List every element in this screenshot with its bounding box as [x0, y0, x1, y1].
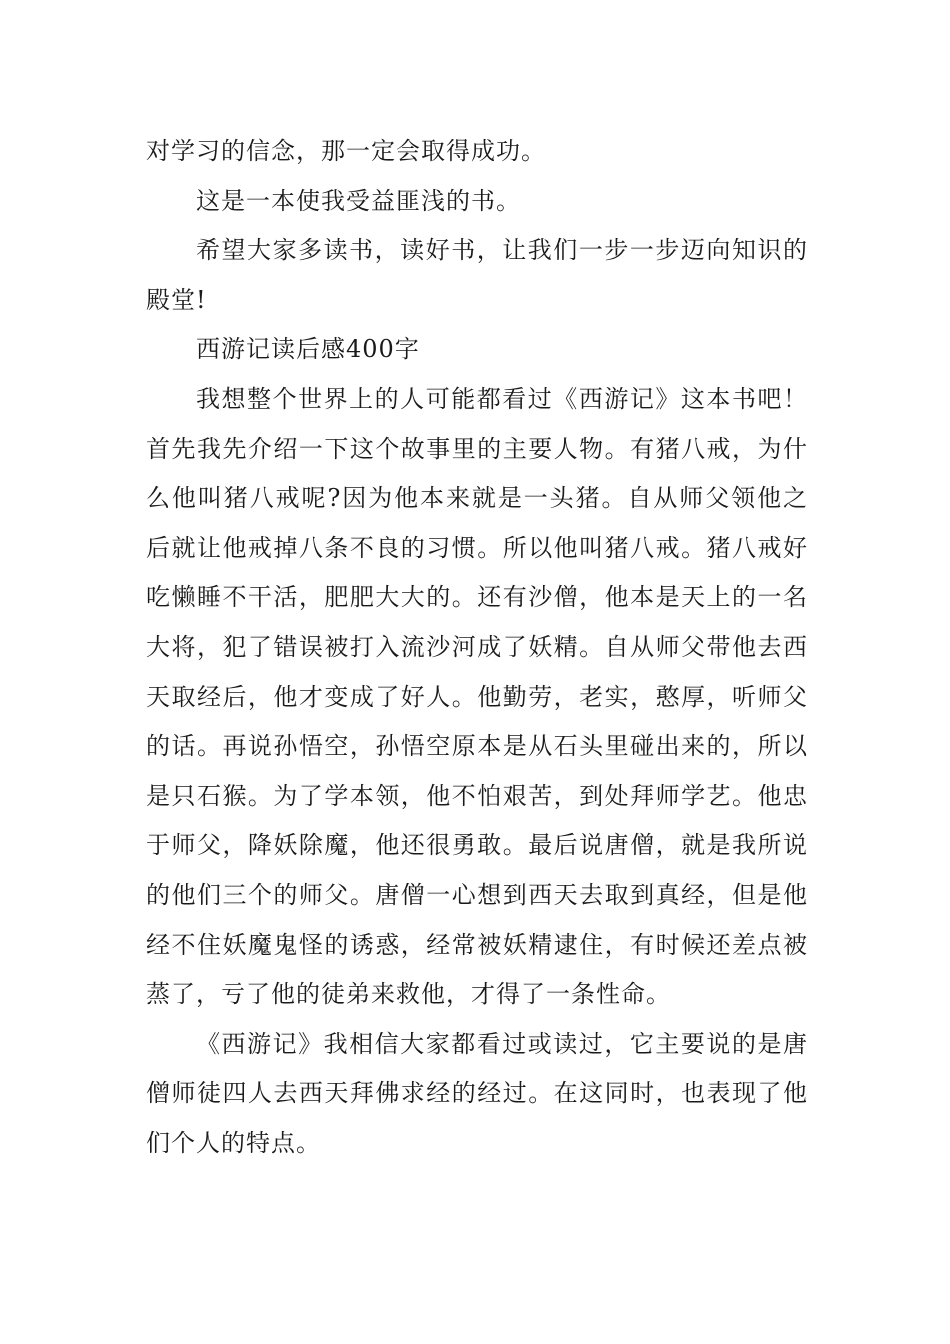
paragraph-benefit: 这是一本使我受益匪浅的书。: [196, 186, 521, 215]
essay-title: 西游记读后感400字: [196, 335, 420, 364]
paragraph-summary: 《西游记》我相信大家都看过或读过，它主要说的是唐僧师徒四人去西天拜佛求经的经过。在这同时，也表现了他们个人的特点。: [146, 1029, 808, 1157]
document-body: [146, 127, 808, 1168]
paragraph-hope: 希望大家多读书，读好书，让我们一步一步迈向知识的殿堂!: [146, 236, 808, 314]
paragraph-characters: 我想整个世界上的人可能都看过《西游记》这本书吧！首先我先介绍一下这个故事里的主要人物。有猪八戒，为什么他叫猪八戒呢?因为他本来就是一头猪。自从师父领他之后就让他戒掉八条不良的习惯。所以他叫猪八戒。猪八戒好吃懒睡不干活，肥肥大大的。还有沙僧，他本是天上的一名大将，犯了错误被打入流沙河成了妖精。自从师父带他去西天取经后，他才变成了好人。他勤劳，老实，憨厚，听师父的话。再说孙悟空，孙悟空原本是从石头里碰出来的，所以是只石猴。为了学本领，他不怕艰苦，到处拜师学艺。他忠于师父，降妖除魔，他还很勇敢。最后说唐僧，就是我所说的他们三个的师父。唐僧一心想到西天去取到真经，但是他经不住妖魔鬼怪的诱惑，经常被妖精逮住，有时候还差点被蒸了，亏了他的徒弟来救他，才得了一条性命。: [146, 384, 808, 1009]
paragraph-continuation: 对学习的信念，那一定会取得成功。: [146, 137, 546, 165]
